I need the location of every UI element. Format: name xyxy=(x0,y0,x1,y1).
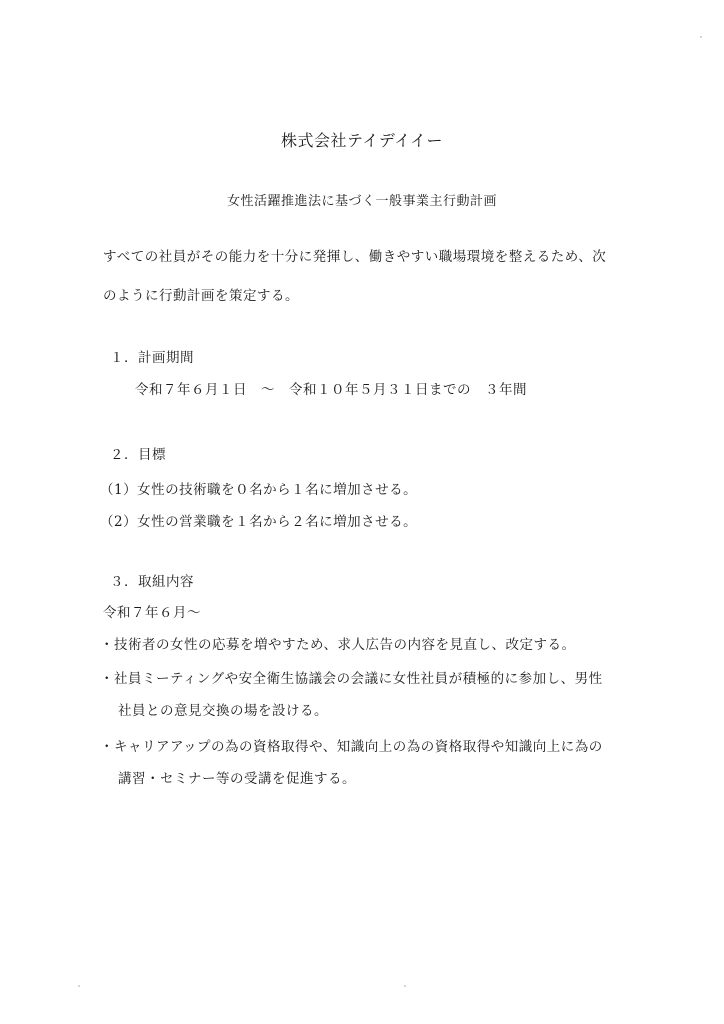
initiative-2-line-2: 社員との意見交換の場を設ける。 xyxy=(118,703,328,719)
document-title: 女性活躍推進法に基づく一般事業主行動計画 xyxy=(226,194,497,209)
initiative-3-line-2: 講習・セミナー等の受講を促進する。 xyxy=(118,771,356,787)
initiative-3-line-1: ・キャリアアップの為の資格取得や、知識向上の為の資格取得や知識向上に為の xyxy=(100,739,603,755)
goal-1: （1）女性の技術職を０名から１名に増加させる。 xyxy=(100,482,418,498)
intro-line-2: のように行動計画を策定する。 xyxy=(103,288,299,304)
section1-heading: １．計画期間 xyxy=(110,350,194,366)
scan-speck xyxy=(700,36,702,38)
plan-period: 令和７年６月１日 ～ 令和１０年５月３１日までの ３年間 xyxy=(135,382,527,398)
section3-heading: ３．取組内容 xyxy=(110,574,194,590)
initiative-start: 令和７年６月～ xyxy=(103,605,201,621)
goal-2: （2）女性の営業職を１名から２名に増加させる。 xyxy=(100,514,418,530)
section2-heading: ２．目標 xyxy=(110,447,166,463)
scan-speck xyxy=(78,985,80,987)
initiative-1: ・技術者の女性の応募を増やすため、求人広告の内容を見直し、改定する。 xyxy=(100,637,576,653)
company-name: 株式会社テイデイイー xyxy=(281,131,443,150)
intro-line-1: すべての社員がその能力を十分に発揮し、働きやすい職場環境を整えるため、次 xyxy=(103,249,607,265)
scan-speck xyxy=(404,985,406,987)
initiative-2-line-1: ・社員ミーティングや安全衛生協議会の会議に女性社員が積極的に参加し、男性 xyxy=(100,671,603,687)
